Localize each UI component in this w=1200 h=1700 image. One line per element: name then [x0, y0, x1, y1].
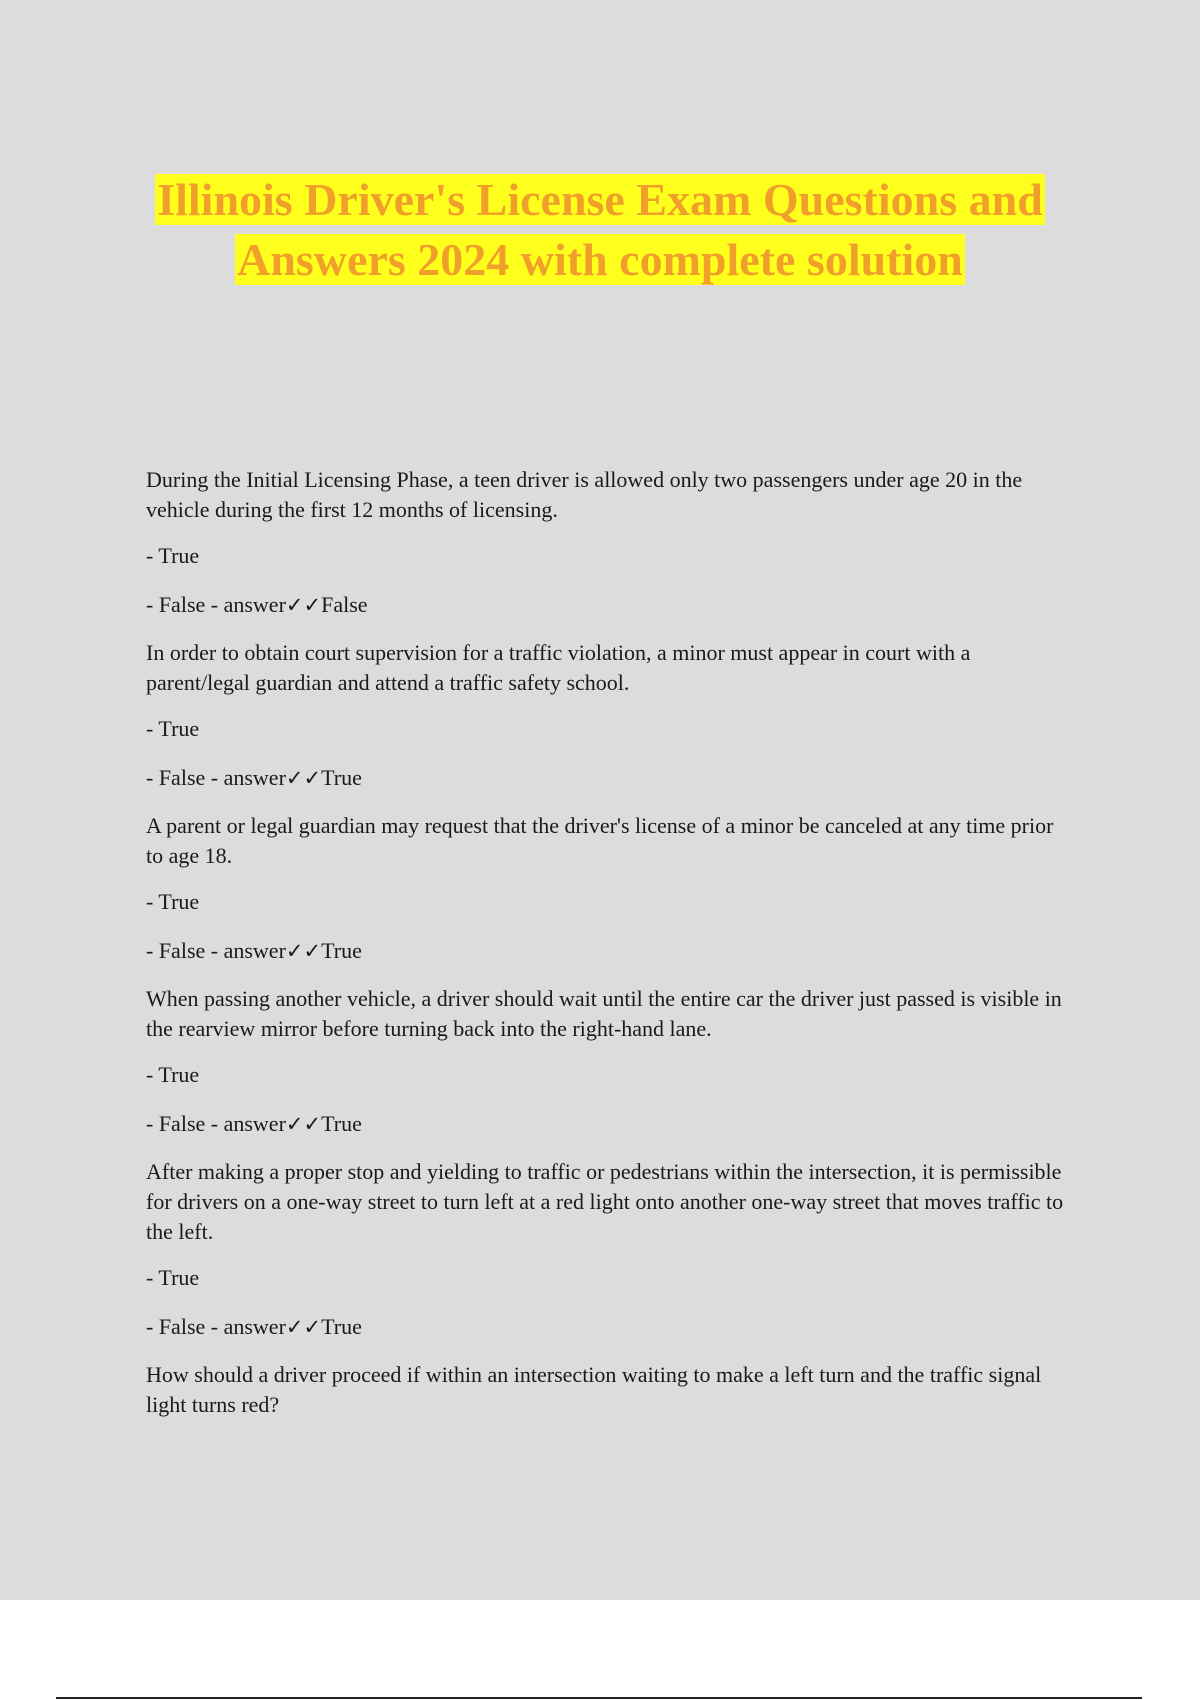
footer-divider	[56, 1697, 1142, 1699]
option-false: - False - answer	[146, 765, 286, 790]
title-line-1: Illinois Driver's License Exam Questions and	[157, 174, 1043, 225]
question-item	[146, 811, 1076, 966]
question-text: In order to obtain court supervision for a traffic violation, a minor must appear in court with a parent/legal guardian and attend a traffic safety school.	[146, 640, 971, 695]
double-check-icon: ✓✓	[285, 766, 322, 790]
answer-value: True	[321, 765, 362, 790]
double-check-icon: ✓✓	[285, 1315, 322, 1339]
option-false-answer	[146, 763, 1076, 793]
option-true: - True	[146, 1265, 200, 1290]
answer-value: True	[321, 938, 362, 963]
answer-value: True	[321, 1314, 362, 1339]
document-title	[100, 170, 1100, 290]
double-check-icon: ✓✓	[285, 939, 322, 963]
option-false-answer	[146, 590, 1076, 620]
question-item	[146, 1360, 1076, 1420]
option-true: - True	[146, 1062, 200, 1087]
question-text: During the Initial Licensing Phase, a teen driver is allowed only two passengers under age 20 in the vehicle during the first 12 months of licensing.	[146, 467, 1023, 522]
option-false: - False - answer	[146, 592, 286, 617]
double-check-icon: ✓✓	[285, 593, 322, 617]
option-true: - True	[146, 889, 200, 914]
option-false-answer	[146, 1312, 1076, 1342]
option-false-answer	[146, 936, 1076, 966]
option-true: - True	[146, 716, 200, 741]
questions-list	[146, 465, 1076, 1436]
question-item	[146, 984, 1076, 1139]
question-text: A parent or legal guardian may request that the driver's license of a minor be canceled at any time prior to age 18.	[146, 813, 1054, 868]
option-false: - False - answer	[146, 1314, 286, 1339]
option-true: - True	[146, 543, 200, 568]
option-false: - False - answer	[146, 1111, 286, 1136]
option-false: - False - answer	[146, 938, 286, 963]
option-false-answer	[146, 1109, 1076, 1139]
question-item	[146, 638, 1076, 793]
answer-value: False	[321, 592, 368, 617]
double-check-icon: ✓✓	[285, 1112, 322, 1136]
question-item	[146, 465, 1076, 620]
question-text: When passing another vehicle, a driver should wait until the entire car the driver just passed is visible in the rearview mirror before turning back into the right-hand lane.	[146, 986, 1062, 1041]
answer-value: True	[321, 1111, 362, 1136]
question-item	[146, 1157, 1076, 1342]
question-text: How should a driver proceed if within an intersection waiting to make a left turn and the traffic signal light turns red?	[146, 1362, 1042, 1417]
title-line-2: Answers 2024 with complete solution	[237, 234, 963, 285]
question-text: After making a proper stop and yielding to traffic or pedestrians within the intersection, it is permissible for drivers on a one-way street to turn left at a red light onto another one-way street that moves traffic to the left.	[146, 1159, 1064, 1244]
